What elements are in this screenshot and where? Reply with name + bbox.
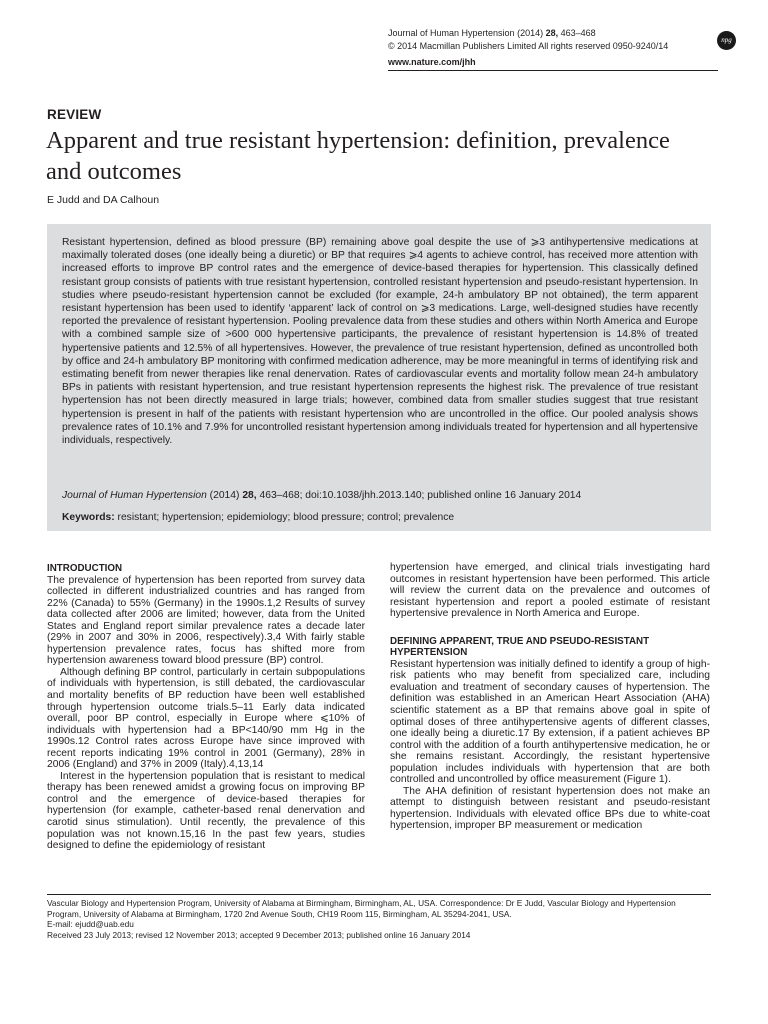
citation-year: (2014) (206, 490, 243, 501)
keywords-label: Keywords: (62, 512, 115, 523)
copyright-notice: © 2014 Macmillan Publishers Limited All rights reserved 0950-9240/14 (388, 41, 669, 51)
abstract-text: Resistant hypertension, defined as blood pressure (BP) remaining above goal despite the use of ⩾3 antihypertensive medications at maximally tolerated doses (one ideally being a diuretic) or BP that requires ⩾4 agents to achieve control, has received more attention with increased efforts to improve BP control rates and the emergence of device-based therapies for hypertension. This classically defined resistant group consists of patients with true resistant hypertension, controlled resistant hypertension and pseudo-resistant hypertension. In studies where pseudo-resistant hypertension cannot be excluded (for example, 24-h ambulatory BP not obtained), the term apparent resistant hypertension has been used to identify ‘apparent’ lack of control on ⩾3 medications. Large, well-designed studies have recently reported the prevalence of resistant hypertension. Pooling prevalence data from these studies and others within North America and Europe with a combined sample size of >600 000 hypertensive participants, the prevalence of resistant hypertension is 14.8% of treated hypertensive patients and 12.5% of all hypertensives. However, the prevalence of true resistant hypertension, defined as uncontrolled both by office and 24-h ambulatory BP monitoring with confirmed medication adherence, may be more meaningful in terms of identifying risk and estimating benefit from newer therapies like renal denervation. Rates of cardiovascular events and mortality follow mean 24-h ambulatory BPs in patients with resistant hypertension, and true resistant hypertension represents the highest risk. The prevalence of true resistant hypertension has not been directly measured in large trials; however, combined data from smaller studies suggest that true resistant hypertension is present in half of the patients with resistant hypertension who are uncontrolled in the office. Our pooled analysis shows prevalence rates of 10.1% and 7.9% for uncontrolled resistant hypertension among individuals treated for hypertension and all hypertensive individuals, respectively. (62, 237, 698, 447)
introduction-paragraph-continued: hypertension have emerged, and clinical trials investigating hard outcomes in resistant hypertension have been performed. This article will review the current data on the prevalence and outcomes of resistant hypertension and report a pooled estimate of resistant hypertensive prevalence in North America and Europe. (390, 562, 710, 620)
introduction-paragraph-1: The prevalence of hypertension has been reported from survey data collected in different industrialized countries and has ranged from 22% (Canada) to 55% (Germany) in the 1990s.1,2 Results of survey data collected after 2006 are limited; however, data from the United States and England report similar prevalence rates a decade later (29% in 2007 and 30% in 2006, respectively).3,4 With fairly stable hypertension prevalence rates, focus has shifted more from hypertension awareness toward blood pressure (BP) control. (47, 574, 365, 667)
journal-name: Journal of Human Hypertension (2014) (388, 28, 546, 38)
journal-volume: 28, (545, 28, 559, 38)
article-history: Received 23 July 2013; revised 12 November 2013; accepted 9 December 2013; published online 16 January 2014 (47, 929, 471, 940)
introduction-paragraph-2: Although defining BP control, particularly in certain subpopulations of individuals with hypertension, is still debated, the cardiovascular and mortality benefits of BP reduction have been well established through hypertension outcome trials.5–11 Early data indicated overall, poor BP control, especially in Europe where ⩽10% of individuals with hypertension had a BP<140/90 mm Hg in the 1990s.12 Control rates across Europe have since improved with recent reports indicating 19% control in 2001 (Germany), 28% in 2006 (England) and 37% in 2009 (Italy).4,13,14 (47, 666, 365, 771)
footnote (47, 898, 711, 940)
article-title: Apparent and true resistant hypertension: definition, prevalence and outcomes (46, 127, 670, 185)
journal-website-link[interactable]: www.nature.com/jhh (388, 57, 476, 67)
citation-details: 463–468; doi:10.1038/jhh.2013.140; published online 16 January 2014 (256, 490, 582, 501)
definition-paragraph-2: The AHA definition of resistant hypertension does not make an attempt to distinguish between resistant and pseudo-resistant hypertension. Individuals with elevated office BPs due to white-coat hypertension, improper BP measurement or medication (390, 785, 710, 832)
citation-volume: 28, (242, 490, 257, 501)
body-column-right (390, 562, 710, 832)
citation-journal: Journal of Human Hypertension (62, 490, 207, 501)
affiliation-text: Vascular Biology and Hypertension Program, University of Alabama at Birmingham, Birmingham, AL, USA. Correspondence: Dr E Judd, Vascular Biology and Hypertension Program, University of Alabama at Birmingham, 1720 2nd Avenue South, CH19 Room 115, Birmingham, AL 35294-2041, USA. (47, 898, 676, 919)
correspondence-email[interactable]: E-mail: ejudd@uab.edu (47, 919, 134, 930)
journal-citation-header (388, 27, 596, 39)
introduction-paragraph-3: Interest in the hypertension population that is resistant to medical therapy has been renewed amidst a growing focus on improving BP control and the emergence of device-based therapies for hypertension (for example, catheter-based renal denervation and carotid sinus stimulation). Until recently, the prevalence of this population was not known.15,16 In the past few years, studies designed to define the epidemiology of resistant (47, 770, 365, 852)
footnote-divider (47, 894, 711, 895)
section-label: REVIEW (47, 107, 102, 122)
journal-pages: 463–468 (558, 28, 596, 38)
header-divider (388, 70, 718, 71)
definition-paragraph-1: Resistant hypertension was initially defined to identify a group of high-risk patients who may benefit from specialized care, including evaluation and treatment of secondary causes of hypertension. The definition was established in an American Heart Association (AHA) scientific statement as a BP that remains above goal in spite of optimal doses of three antihypertensive agents of different classes, one ideally being a diuretic.17 By extension, if a patient achieves BP control with the addition of a fourth antihypertensive medication, he or she remains resistant. Accordingly, the resistant hypertensive population includes individuals with hypertension that are both controlled and uncontrolled by office measurement (Figure 1). (390, 658, 710, 786)
definition-heading: DEFINING APPARENT, TRUE AND PSEUDO-RESISTANT HYPERTENSION (390, 635, 650, 659)
article-authors: E Judd and DA Calhoun (47, 194, 160, 206)
keywords-list: resistant; hypertension; epidemiology; blood pressure; control; prevalence (114, 512, 455, 523)
keywords-line (62, 511, 698, 524)
article-citation (62, 489, 698, 502)
introduction-heading: INTRODUCTION (47, 563, 123, 574)
body-column-left (47, 563, 365, 852)
publisher-logo-icon: npg (717, 31, 736, 50)
